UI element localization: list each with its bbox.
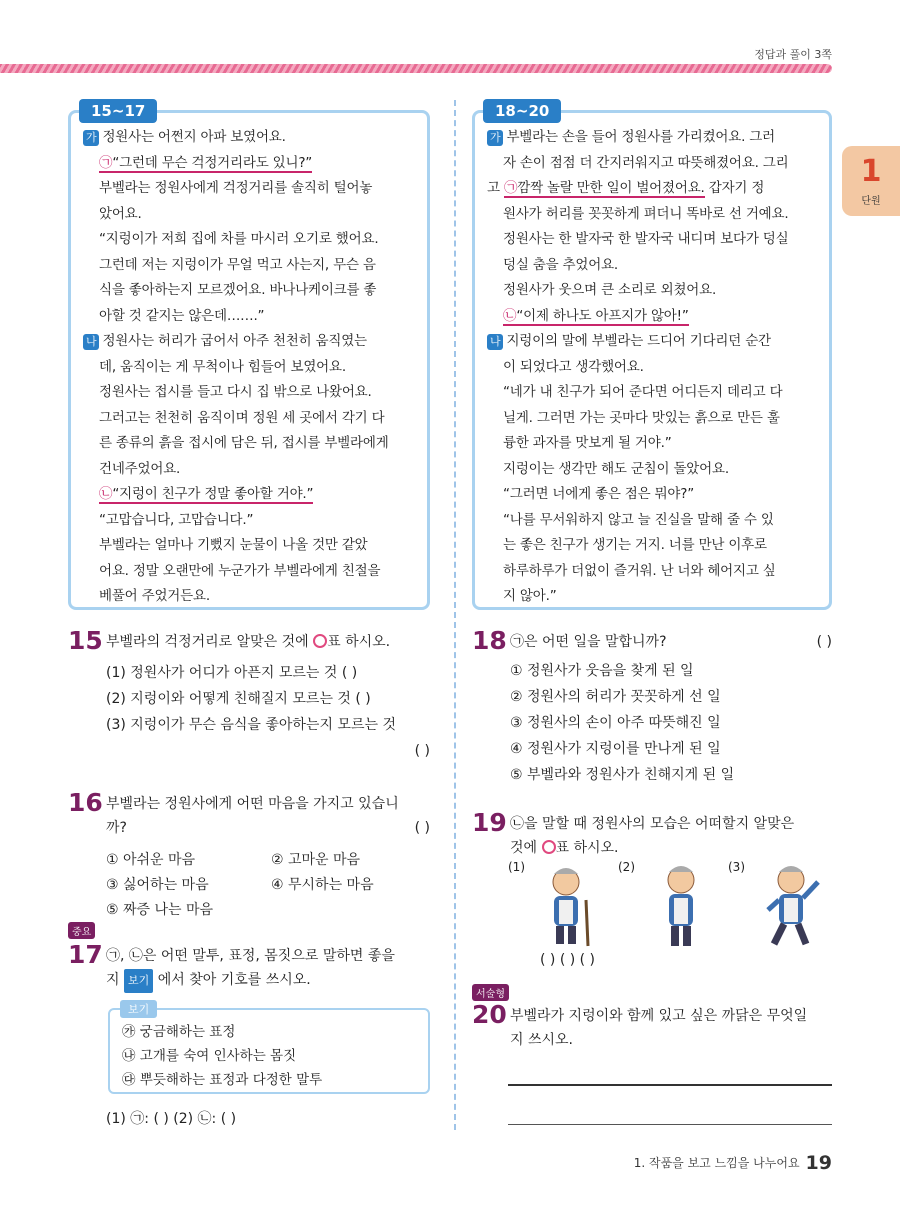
question-number: 16: [68, 788, 103, 817]
bogi-item-1: ㉮ 궁금해하는 표정: [122, 1024, 236, 1040]
q19-answer-parens[interactable]: ( ) ( ) ( ): [540, 952, 596, 968]
passage-line: 지렁이는 생각만 해도 군침이 돌았어요.: [503, 460, 729, 477]
question-15: [68, 626, 438, 764]
option-2[interactable]: ② 정원사의 허리가 꼿꼿하게 선 일: [510, 689, 721, 705]
left-passage-text: [83, 125, 417, 610]
passage-line: 그러고는 천천히 움직이며 정원 세 곳에서 각기 다: [99, 409, 385, 426]
bogi-box-label: 보기: [120, 1000, 157, 1018]
question-number: 20: [472, 1000, 507, 1029]
figure-label: (3): [728, 860, 745, 874]
option-2[interactable]: ② 고마운 마음: [271, 852, 361, 868]
passage-line: 식을 좋아하는지 모르겠어요. 바나나케이크를 좋: [99, 282, 377, 298]
question-20: [472, 1000, 832, 1052]
top-stripe: [0, 64, 832, 73]
passage-line: 베풀어 주었거든요.: [99, 588, 210, 604]
bogi-item-2: ㉯ 고개를 숙여 인사하는 몸짓: [122, 1048, 297, 1064]
option-3[interactable]: ③ 정원사의 손이 아주 따뜻해진 일: [510, 715, 721, 731]
passage-line: 데, 움직이는 게 무척이나 힘들어 보였어요.: [99, 358, 346, 375]
passage-line: 하루하루가 더없이 즐거워. 난 너와 헤어지고 싶: [503, 562, 776, 579]
question-text-cont: 지 보기 에서 찾아 기호를 쓰시오.: [106, 968, 438, 993]
option-4[interactable]: ④ 무시하는 마음: [271, 877, 374, 893]
option-1[interactable]: (1) 정원사가 어디가 아픈지 모르는 것 ( ): [106, 665, 358, 681]
question-text: 부벨라는 정원사에게 어떤 마음을 가지고 있습니: [106, 796, 399, 812]
passage-line: 는 좋은 친구가 생기는 거지. 너를 만난 이후로: [503, 537, 767, 553]
section-badge: 가: [83, 130, 99, 146]
passage-line: 그런데 저는 지렁이가 무얼 먹고 사는지, 무슨 음: [99, 256, 376, 273]
passage-line: ㉠“그런데 무슨 걱정거리라도 있니?”: [99, 154, 313, 171]
passage-line: 았어요.: [99, 205, 142, 222]
bent-gardener-icon: [526, 860, 616, 950]
bogi-box: [108, 1003, 430, 1094]
passage-line: 나 지렁이의 말에 부벨라는 드디어 기다리던 순간: [487, 329, 819, 355]
answer-paren[interactable]: ( ): [414, 743, 430, 759]
answer-reference: 정답과 풀이 3쪽: [754, 48, 832, 61]
figure-1[interactable]: [508, 860, 616, 954]
marker: ㉠: [99, 154, 113, 171]
option-2[interactable]: (2) 지렁이와 어떻게 친해질지 모르는 것 ( ): [106, 691, 371, 707]
passage-line: 이 되었다고 생각했어요.: [503, 358, 644, 375]
question-text: ㉡을 말할 때 정원사의 모습은 어떠할지 알맞은: [510, 816, 795, 832]
question-text: ㉠은 어떤 일을 말합니까?: [510, 634, 667, 650]
passage-line: 건네주었어요.: [99, 460, 181, 477]
option-5[interactable]: ⑤ 부벨라와 정원사가 친해지게 된 일: [510, 767, 735, 783]
chapter-title: 1. 작품을 보고 느낌을 나누어요: [633, 1156, 800, 1170]
left-passage-box: [68, 102, 430, 610]
marker: ㉡: [503, 307, 517, 324]
passage-line: 자 손이 점점 더 간지러워지고 따뜻해졌어요. 그리: [503, 154, 789, 171]
right-passage-text: [487, 125, 819, 610]
passage-line: 나 정원사는 허리가 굽어서 아주 천천히 움직였는: [83, 329, 417, 355]
question-16: [68, 788, 438, 923]
page-number: 19: [805, 1152, 832, 1174]
figure-2[interactable]: [618, 860, 726, 954]
passage-line: “지렁이가 저희 집에 차를 마시러 오기로 했어요.: [99, 231, 379, 247]
passage-line: 지 않아.”: [503, 588, 557, 604]
marker: ㉡: [99, 486, 113, 502]
section-badge: 나: [83, 334, 99, 350]
passage-line: 아할 것 같지는 않은데…….”: [99, 307, 265, 324]
passage-line: 부벨라는 정원사에게 걱정거리를 솔직히 털어놓: [99, 180, 373, 196]
unit-label: 단원: [861, 196, 881, 207]
question-text: 부벨라가 지렁이와 함께 있고 싶은 까닭은 무엇일: [510, 1008, 808, 1024]
passage-line: ㉡“지렁이 친구가 정말 좋아할 거야.”: [99, 486, 314, 502]
passage-line: 어요. 정말 오랜만에 누군가가 부벨라에게 친절을: [99, 562, 381, 579]
question-number: 18: [472, 626, 507, 655]
dancing-gardener-icon: [746, 860, 836, 950]
passage-line: 가 부벨라는 손을 들어 정원사를 가리켰어요. 그러: [487, 125, 819, 151]
bogi-label: 보기: [124, 969, 153, 993]
question-18: [472, 626, 832, 788]
question-text-cont: 것에 표 하시오.: [510, 840, 619, 856]
passage-line: 정원사는 접시를 들고 다시 집 밖으로 나왔어요.: [99, 384, 372, 400]
figure-3[interactable]: [728, 860, 836, 954]
circle-mark-icon: [313, 634, 327, 648]
passage-line: “네가 내 친구가 되어 준다면 어디든지 데리고 다: [503, 384, 783, 400]
option-5[interactable]: ⑤ 짜증 나는 마음: [106, 902, 214, 918]
figure-label: (2): [618, 860, 635, 874]
column-divider: [454, 100, 456, 1130]
passage-line: ㉡“이제 하나도 아프지가 않아!”: [503, 307, 689, 324]
passage-range: 18~20: [483, 99, 561, 123]
passage-line: 닐게. 그러면 가는 곳마다 맛있는 흙으로 만든 훌: [503, 409, 780, 426]
section-badge: 가: [487, 130, 503, 146]
answer-paren[interactable]: ( ): [414, 820, 430, 836]
section-badge: 나: [487, 334, 503, 350]
gardener-figures: [508, 860, 828, 960]
question-text: ㉠, ㉡은 어떤 말투, 표정, 몸짓으로 말하면 좋을: [106, 948, 395, 964]
passage-line: “고맙습니다, 고맙습니다.”: [99, 511, 254, 528]
option-3[interactable]: (3) 지렁이가 무슨 음식을 좋아하는지 모르는 것: [106, 717, 396, 733]
unit-number: 1: [860, 154, 882, 189]
question-number: 19: [472, 808, 507, 837]
option-1[interactable]: ① 정원사가 웃음을 찾게 된 일: [510, 663, 694, 679]
passage-range: 15~17: [79, 99, 157, 123]
answer-line-2[interactable]: [508, 1124, 832, 1125]
question-text: 부벨라의 걱정거리로 알맞은 것에 표 하시오.: [106, 634, 391, 650]
passage-line: 부벨라는 얼마나 기뻤지 눈물이 나올 것만 같았: [99, 537, 368, 553]
passage-line: 정원사가 웃으며 큰 소리로 외쳤어요.: [503, 282, 717, 298]
passage-line: 정원사는 한 발자국 한 발자국 내디며 보다가 덩실: [503, 231, 789, 247]
descriptive-tag: 서술형: [472, 984, 509, 1001]
passage-line: 른 종류의 흙을 접시에 담은 뒤, 접시를 부벨라에게: [99, 435, 389, 451]
passage-line: 륭한 과자를 맛보게 될 거야.”: [503, 435, 672, 451]
standing-gardener-icon: [636, 860, 726, 950]
passage-line: 고 ㉠깜짝 놀랄 만한 일이 벌어졌어요. 갑자기 정: [487, 180, 765, 196]
circle-mark-icon: [542, 840, 556, 854]
passage-line: 원사가 허리를 꼿꼿하게 펴더니 똑바로 선 거예요.: [503, 205, 789, 222]
q17-answer[interactable]: (1) ㉠: ( ) (2) ㉡: ( ): [106, 1111, 237, 1127]
unit-tab: [842, 146, 900, 216]
passage-line: 덩실 춤을 추었어요.: [503, 256, 619, 273]
option-3[interactable]: ③ 싫어하는 마음: [106, 877, 209, 893]
question-text-cont: 까?: [106, 820, 127, 836]
question-19: [472, 808, 832, 860]
right-passage-box: [472, 102, 832, 610]
question-17: [68, 940, 438, 993]
question-number: 17: [68, 940, 103, 969]
passage-line: “그러면 너에게 좋은 점은 뭐야?”: [503, 486, 695, 502]
question-text-cont: 지 쓰시오.: [510, 1032, 573, 1048]
option-4[interactable]: ④ 정원사가 지렁이를 만나게 된 일: [510, 741, 721, 757]
passage-line: 가 정원사는 어쩐지 아파 보였어요.: [83, 125, 417, 151]
figure-label: (1): [508, 860, 525, 874]
marker: ㉠: [503, 180, 518, 196]
option-1[interactable]: ① 아쉬운 마음: [106, 852, 196, 868]
important-tag: 중요: [68, 922, 95, 939]
passage-line: “나를 무서워하지 않고 늘 진실을 말해 줄 수 있: [503, 511, 774, 528]
answer-paren[interactable]: ( ): [816, 634, 832, 650]
bogi-item-3: ㉰ 뿌듯해하는 표정과 다정한 말투: [122, 1072, 323, 1088]
question-number: 15: [68, 626, 103, 655]
page-footer: [634, 1152, 832, 1174]
answer-line-1[interactable]: [508, 1084, 832, 1086]
